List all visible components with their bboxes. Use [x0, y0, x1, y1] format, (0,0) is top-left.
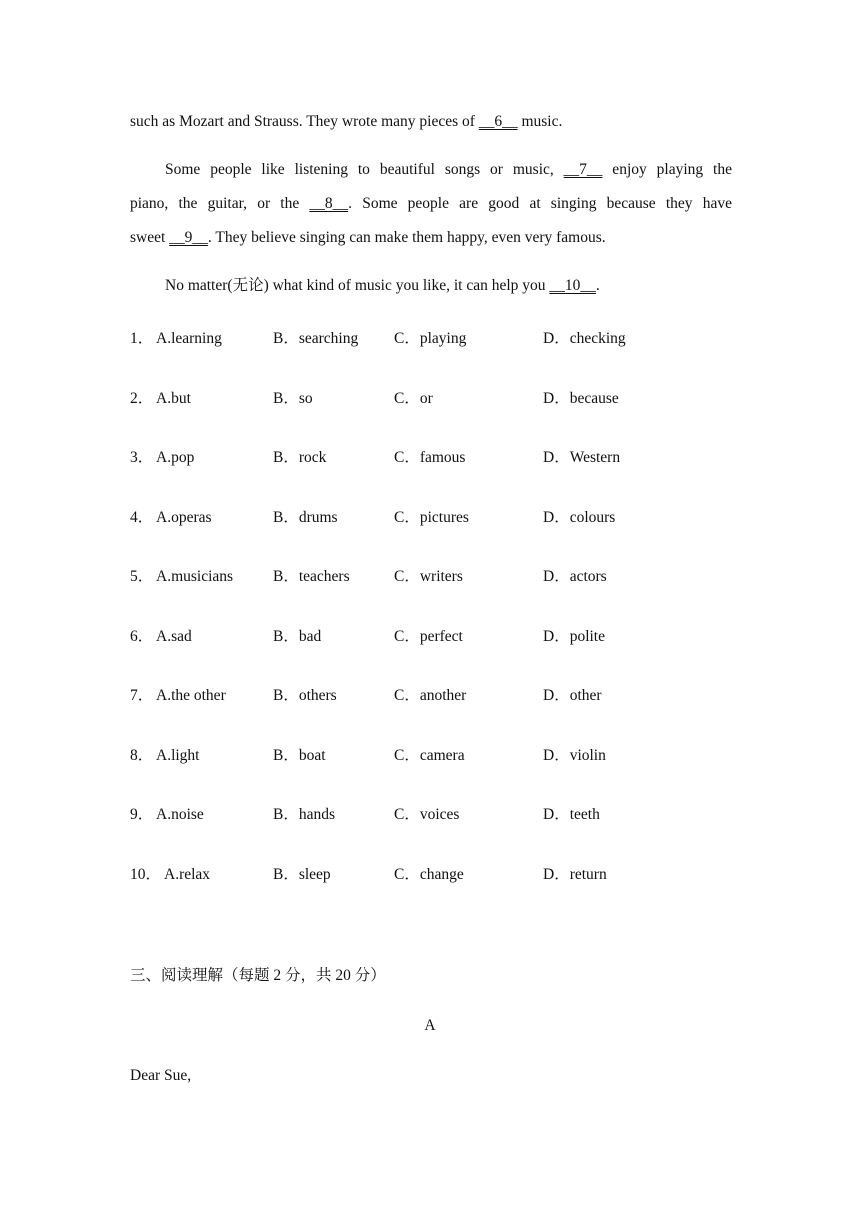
- option-c: C．voices: [394, 806, 460, 823]
- option-b: B．hands: [273, 806, 336, 823]
- text: Some people like listening to beautiful songs or music,: [165, 161, 564, 178]
- option-d: D．teeth: [543, 806, 600, 823]
- blank-9: __9__: [169, 229, 208, 246]
- passage-para3-line1: [165, 276, 600, 296]
- text: .: [595, 277, 600, 294]
- option-d: D．Western: [543, 449, 621, 466]
- option-c: C．camera: [394, 746, 465, 764]
- option-d: D．actors: [543, 568, 607, 585]
- option-c: C．perfect: [394, 627, 463, 645]
- blank-6: __6__: [478, 113, 518, 130]
- option-c: C．or: [394, 389, 433, 407]
- question-number: 8．: [130, 746, 154, 764]
- option-d: D．other: [543, 687, 602, 704]
- question-number: 6．: [130, 627, 154, 645]
- option-b: B．searching: [273, 330, 359, 347]
- option-a: A.sad: [156, 627, 192, 645]
- text: No matter(无论) what kind of music you like, it can help you: [165, 277, 550, 294]
- text: . Some people are good at singing because they have: [348, 195, 732, 212]
- option-d: D．polite: [543, 627, 605, 645]
- option-a: A.learning: [156, 330, 222, 347]
- part-label: A: [424, 1017, 436, 1034]
- option-c: C．writers: [394, 568, 463, 585]
- question-number: 9．: [130, 806, 154, 823]
- text: such as Mozart and Strauss. They wrote many pieces of: [130, 113, 479, 130]
- text: music.: [517, 113, 563, 130]
- option-b: B．sleep: [273, 865, 331, 883]
- passage-para2-line3: [130, 228, 606, 248]
- option-a: A.operas: [156, 508, 212, 526]
- question-number: 3．: [130, 449, 154, 466]
- option-a: A.musicians: [156, 568, 234, 585]
- option-b: B．so: [273, 389, 313, 407]
- option-b: B．boat: [273, 746, 326, 764]
- option-a: A.but: [156, 389, 191, 407]
- passage-para2-line2: [130, 194, 732, 214]
- option-d: D．checking: [543, 330, 626, 347]
- question-number: 1．: [130, 330, 154, 347]
- option-d: D．because: [543, 389, 619, 407]
- blank-10: __10__: [549, 277, 596, 294]
- question-number: 10．: [130, 865, 162, 883]
- option-a: A.relax: [164, 865, 211, 883]
- option-c: C．pictures: [394, 508, 469, 526]
- option-b: B．teachers: [273, 568, 350, 585]
- option-c: C．another: [394, 687, 467, 704]
- option-d: D．colours: [543, 508, 616, 526]
- blank-7: __7__: [563, 161, 603, 178]
- question-number: 2．: [130, 389, 154, 407]
- option-d: D．return: [543, 865, 607, 883]
- question-number: 5．: [130, 568, 154, 585]
- option-b: B．drums: [273, 508, 338, 526]
- option-a: A.pop: [156, 449, 195, 466]
- passage-para2-line1: [165, 160, 732, 180]
- text: piano, the guitar, or the: [130, 195, 310, 212]
- option-b: B．bad: [273, 627, 322, 645]
- text: enjoy playing the: [602, 161, 732, 178]
- blank-8: __8__: [309, 195, 349, 212]
- text: . They believe singing can make them happy, even very famous.: [207, 229, 606, 246]
- letter-salutation: Dear Sue,: [130, 1067, 192, 1084]
- option-b: B．rock: [273, 449, 327, 466]
- option-a: A.light: [156, 746, 200, 764]
- option-c: C．playing: [394, 330, 467, 347]
- text: sweet: [130, 229, 170, 246]
- section-heading: 三、阅读理解（每题 2 分，共 20 分）: [130, 967, 386, 984]
- question-number: 4．: [130, 508, 154, 526]
- option-a: A.noise: [156, 806, 204, 823]
- question-number: 7．: [130, 687, 154, 704]
- option-b: B．others: [273, 687, 337, 704]
- option-d: D．violin: [543, 746, 606, 764]
- passage-line-1: [130, 112, 562, 132]
- option-c: C．famous: [394, 449, 466, 466]
- option-a: A.the other: [156, 687, 226, 704]
- option-c: C．change: [394, 865, 464, 883]
